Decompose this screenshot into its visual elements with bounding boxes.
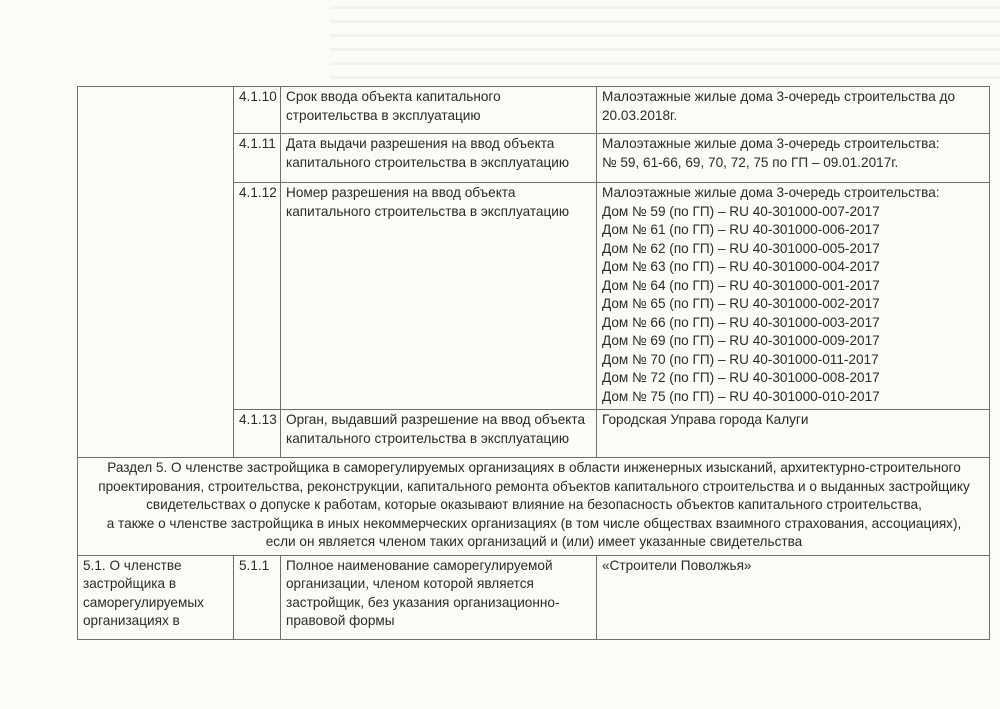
section-5-header-row	[78, 458, 990, 556]
item-value: «Строители Поволжья»	[597, 555, 990, 639]
group-label-5-1: 5.1. О членстве застройщика в саморегулируемых организациях в	[78, 555, 234, 639]
item-number: 5.1.1	[234, 555, 281, 639]
item-number: 4.1.13	[234, 410, 281, 458]
permit-list	[597, 183, 990, 410]
permit-entry: Дом № 75 (по ГП) – RU 40-301000-010-2017	[602, 388, 880, 404]
permit-entry: Дом № 63 (по ГП) – RU 40-301000-004-2017	[602, 259, 880, 274]
item-value: Малоэтажные жилые дома 3-очередь строительства до 20.03.2018г.	[597, 87, 990, 134]
section-heading-line: проектирования, строительства, реконструкции, капитального ремонта объектов капитального строительства и о выданных застройщику	[98, 478, 970, 494]
permit-entry: Дом № 66 (по ГП) – RU 40-301000-003-2017	[602, 314, 880, 330]
permit-list-header: Малоэтажные жилые дома 3-очередь строительства:	[602, 185, 940, 200]
table-row-4-1-10	[78, 87, 990, 134]
item-number: 4.1.12	[234, 183, 281, 410]
permit-entry: Дом № 64 (по ГП) – RU 40-301000-001-2017	[602, 277, 880, 293]
item-label: Дата выдачи разрешения на ввод объекта капитального строительства в эксплуатацию	[281, 134, 597, 183]
permit-entry: Дом № 72 (по ГП) – RU 40-301000-008-2017	[602, 370, 880, 385]
group-cell-empty	[78, 87, 234, 458]
project-declaration-table	[77, 86, 990, 640]
item-label: Срок ввода объекта капитального строительства в эксплуатацию	[281, 87, 597, 134]
permit-entry: Дом № 61 (по ГП) – RU 40-301000-006-2017	[602, 222, 880, 237]
section-heading-line: а также о членстве застройщика в иных некоммерческих организациях (в том числе обществах взаимного страхования, ассоциациях),	[106, 515, 962, 531]
permit-entry: Дом № 70 (по ГП) – RU 40-301000-011-2017	[602, 351, 879, 367]
permit-entry: Дом № 65 (по ГП) – RU 40-301000-002-2017	[602, 296, 880, 311]
item-value: Городская Управа города Калуги	[597, 410, 990, 458]
permit-entry: Дом № 59 (по ГП) – RU 40-301000-007-2017	[602, 203, 880, 219]
table-row-5-1-1	[78, 555, 990, 639]
permit-entry: Дом № 69 (по ГП) – RU 40-301000-009-2017	[602, 333, 880, 348]
section-heading-line: свидетельствах о допуске к работам, которые оказывают влияние на безопасность объектов капитального строительства,	[146, 497, 922, 512]
item-label: Полное наименование саморегулируемой организации, членом которой является застройщик, без указания организационно-правовой формы	[281, 555, 597, 639]
item-number: 4.1.11	[234, 134, 281, 183]
item-label: Орган, выдавший разрешение на ввод объекта капитального строительства в эксплуатацию	[281, 410, 597, 458]
item-number: 4.1.10	[234, 87, 281, 134]
item-value	[597, 134, 990, 183]
item-label: Номер разрешения на ввод объекта капитального строительства в эксплуатацию	[281, 183, 597, 410]
value-line: Малоэтажные жилые дома 3-очередь строительства:	[602, 136, 940, 151]
scan-bleed-through	[330, 0, 1000, 80]
section-5-heading	[78, 458, 990, 556]
section-heading-line: если он является членом таких организаций и (или) имеет указанные свидетельства	[265, 534, 803, 549]
value-line: № 59, 61-66, 69, 70, 72, 75 по ГП – 09.01.2017г.	[602, 154, 899, 170]
permit-entry: Дом № 62 (по ГП) – RU 40-301000-005-2017	[602, 240, 880, 256]
section-heading-line: Раздел 5. О членстве застройщика в саморегулируемых организациях в области инженерных изысканий, архитектурно-строительного	[107, 460, 961, 475]
